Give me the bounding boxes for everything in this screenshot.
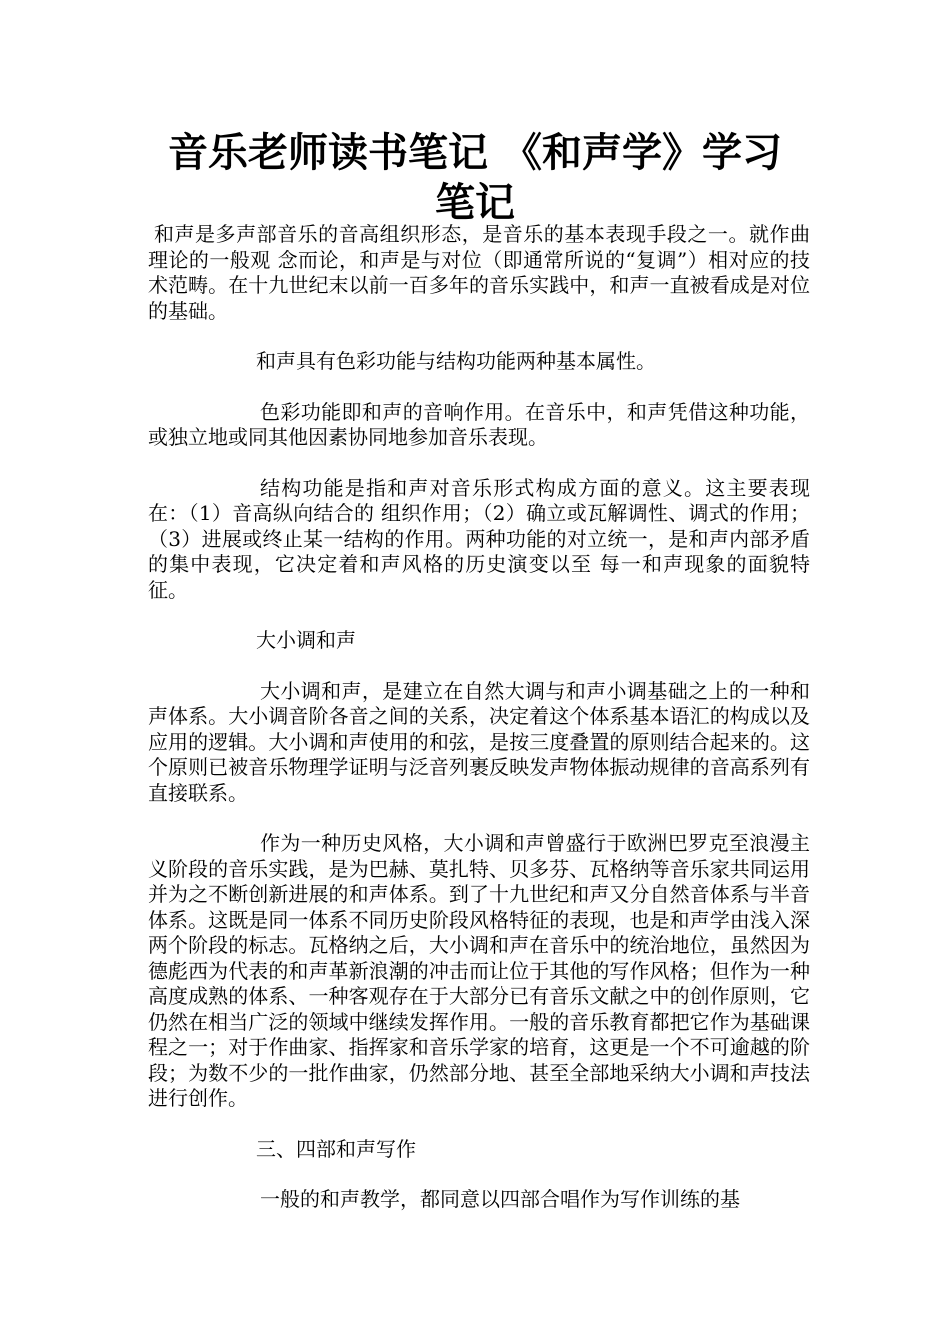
paragraph-major-minor-system: 大小调和声，是建立在自然大调与和声小调基础之上的一种和声体系。大小调音阶各音之间的关系，决定着这个体系基本语汇的构成以及应用的逻辑。大小调和声使用的和弦，是按三度叠置的原则结合起来的。这个原则已被音乐物理学证明与泛音列裹反映发声物体振动规律的音高系列有直接联系。 xyxy=(148,678,810,805)
paragraph-four-part-intro: 一般的和声教学，都同意以四部合唱作为写作训练的基 xyxy=(260,1187,740,1211)
section-heading-major-minor: 大小调和声 xyxy=(256,628,356,652)
paragraph-attributes: 和声具有色彩功能与结构功能两种基本属性。 xyxy=(256,349,656,373)
paragraph-color-function: 色彩功能即和声的音响作用。在音乐中，和声凭借这种功能，或独立地或同其他因素协同地参加音乐表现。 xyxy=(148,399,810,449)
section-heading-four-part: 三、四部和声写作 xyxy=(256,1136,416,1161)
paragraph-structure-function: 结构功能是指和声对音乐形式构成方面的意义。这主要表现在：（1）音高纵向结合的 组织作用；（2）确立或瓦解调性、调式的作用；（3）进展或终止某一结构的作用。两种功能的对立统一，是和声内部矛盾的集中表现，它决定着和声风格的历史演变以至 每一和声现象的面貌特征。 xyxy=(148,475,810,602)
paragraph-intro: 和声是多声部音乐的音高组织形态，是音乐的基本表现手段之一。就作曲理论的一般观 念而论，和声是与对位（即通常所说的“复调”）相对应的技术范畴。在十九世纪末以前一百多年的音乐实践中，和声一直被看成是对位的基础。 xyxy=(148,222,810,323)
document-title: 音乐老师读书笔记 《和声学》学习笔记 xyxy=(168,129,782,226)
paragraph-historical-style: 作为一种历史风格，大小调和声曾盛行于欧洲巴罗克至浪漫主义阶段的音乐实践，是为巴赫、莫扎特、贝多芬、瓦格纳等音乐家共同运用并为之不断创新进展的和声体系。到了十九世纪和声又分自然音体系与半音体系。这既是同一体系不同历史阶段风格特征的表现，也是和声学由浅入深两个阶段的标志。瓦格纳之后，大小调和声在音乐中的统治地位，虽然因为德彪西为代表的和声革新浪潮的冲击而让位于其他的写作风格；但作为一种高度成熟的体系、一种客观存在于大部分已有音乐文献之中的创作原则，它仍然在相当广泛的领域中继续发挥作用。一般的音乐教育都把它作为基础课程之一；对于作曲家、指挥家和音乐学家的培育，这更是一个不可逾越的阶段；为数不少的一批作曲家，仍然部分地、甚至全部地采纳大小调和声技法进行创作。 xyxy=(148,831,810,1110)
document-body xyxy=(148,222,810,1238)
